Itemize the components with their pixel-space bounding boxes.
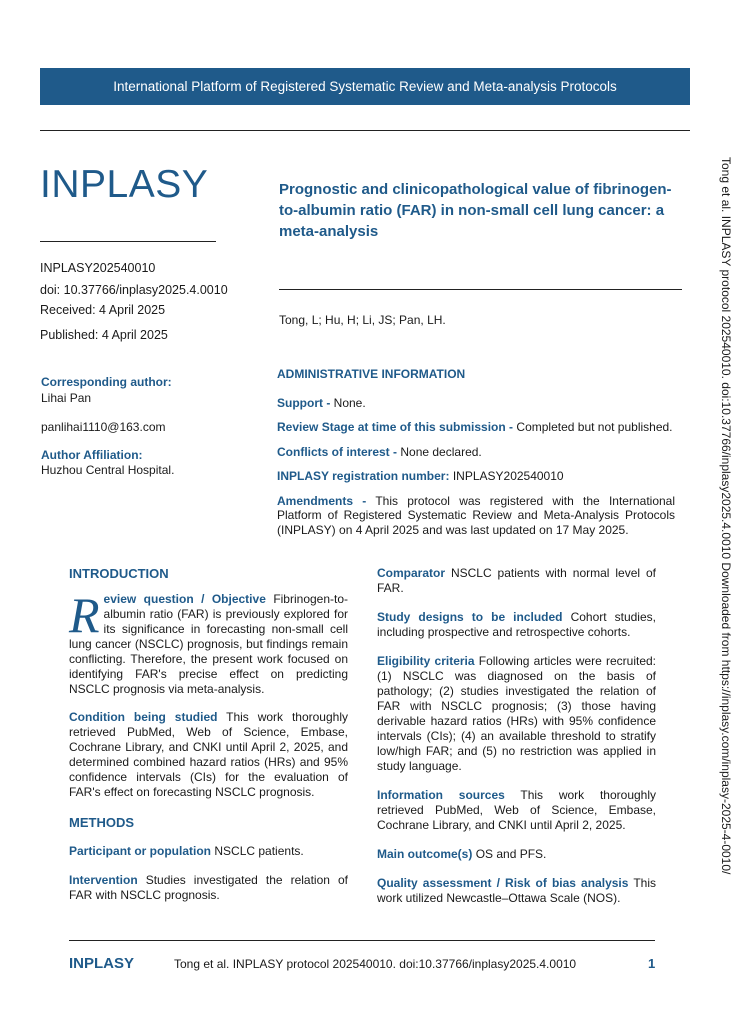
page-number: 1 <box>648 956 656 971</box>
affiliation-text: Huzhou Central Hospital. <box>41 463 175 477</box>
intervention-text: Studies investigated the relation of FAR with NSCLC prognosis. <box>69 873 348 902</box>
population-label: Participant or population <box>69 844 212 858</box>
information-sources-text: This work thoroughly retrieved PubMed, Web of Science, Embase, Cochrane Library, and CNKI until April 2, 2025. <box>377 788 657 832</box>
condition-label: Condition being studied <box>69 710 218 724</box>
protocol-id: INPLASY202540010 <box>40 261 156 275</box>
population-text: NSCLC patients. <box>214 844 304 858</box>
corresponding-author-name: Lihai Pan <box>41 391 92 405</box>
received-date: Received: 4 April 2025 <box>40 303 166 317</box>
admin-heading: ADMINISTRATIVE INFORMATION <box>277 367 466 381</box>
author-email[interactable]: panlihai1110@163.com <box>41 420 166 434</box>
condition-text: This work thoroughly retrieved PubMed, Web of Science, Embase, Cochrane Library, and CNKI until April 2, 2025, and determined combined hazard ratios (HRs) and 95% confidence intervals (CIs) for the evaluation of FAR's effect on forecasting NSCLC prognosis. <box>69 710 348 799</box>
administrative-information <box>277 367 675 547</box>
drop-cap: R <box>69 587 100 643</box>
banner-text: International Platform of Registered Systematic Review and Meta-analysis Protocols <box>113 79 617 94</box>
doi-text: doi: 10.37766/inplasy2025.4.0010 <box>40 283 228 297</box>
right-column <box>377 566 656 906</box>
journal-banner <box>40 68 690 105</box>
review-question-paragraph <box>69 587 349 697</box>
quality-assessment-text: This work utilized Newcastle–Ottawa Scale (NOS). <box>377 876 657 905</box>
footer-divider <box>69 940 655 941</box>
study-designs-paragraph <box>377 610 656 640</box>
population-paragraph <box>69 844 348 859</box>
registration-line <box>277 469 675 484</box>
amendments-value: This protocol was registered with the International Platform of Registered Systematic Review and Meta-Analysis Protocols (INPLASY) on 4 April 2025 and was last updated on 17 May 2025. <box>277 493 676 537</box>
conflicts-label: Conflicts of interest - <box>277 444 398 459</box>
author-list: Tong, L; Hu, H; Li, JS; Pan, LH. <box>279 313 446 327</box>
review-stage-label: Review Stage at time of this submission - <box>277 420 514 434</box>
main-outcomes-label: Main outcome(s) <box>377 847 473 861</box>
review-question-text: Fibrinogen-to-albumin ratio (FAR) is previously explored for its significance in forecasting non-small cell lung cancer (NSCLC) prognosis, but findings remain conflicting. Therefore, the present work focused on identifying FAR's precise effect on predicting NSCLC prognosis via meta-analysis. <box>69 592 349 696</box>
condition-paragraph <box>69 710 348 800</box>
intervention-paragraph <box>69 873 348 903</box>
top-divider <box>40 130 690 131</box>
intervention-label: Intervention <box>69 873 138 887</box>
study-designs-label: Study designs to be included <box>377 610 563 624</box>
published-date: Published: 4 April 2025 <box>40 328 168 342</box>
introduction-heading: INTRODUCTION <box>69 566 169 581</box>
information-sources-label: Information sources <box>377 788 505 802</box>
quality-assessment-label: Quality assessment / Risk of bias analysis <box>377 876 629 890</box>
registration-value: INPLASY202540010 <box>452 469 564 483</box>
methods-heading: METHODS <box>69 815 134 830</box>
affiliation-label: Author Affiliation: <box>41 448 143 462</box>
comparator-label: Comparator <box>377 566 446 580</box>
amendments-label: Amendments - <box>277 493 367 508</box>
brand-divider <box>40 241 216 242</box>
study-designs-text: Cohort studies, including prospective and retrospective cohorts. <box>377 610 656 639</box>
footer-citation: Tong et al. INPLASY protocol 202540010. doi:10.37766/inplasy2025.4.0010 <box>174 957 577 971</box>
corresponding-author-label: Corresponding author: <box>41 375 172 389</box>
main-outcomes-text: OS and PFS. <box>475 847 547 861</box>
eligibility-paragraph <box>377 654 656 774</box>
eligibility-label: Eligibility criteria <box>377 654 475 668</box>
review-question-label: eview question / Objective <box>103 592 266 606</box>
comparator-text: NSCLC patients with normal level of FAR. <box>377 566 656 595</box>
comparator-paragraph <box>377 566 656 596</box>
paper-title: Prognostic and clinicopathological value of fibrinogen-to-albumin ratio (FAR) in non-small cell lung cancer: a meta-analysis <box>279 181 672 240</box>
brand-logo: INPLASY <box>40 163 209 206</box>
conflicts-line <box>277 445 675 460</box>
support-line <box>277 396 675 411</box>
left-column <box>69 566 348 903</box>
support-label: Support - <box>277 395 331 410</box>
registration-label: INPLASY registration number: <box>277 469 450 483</box>
review-stage-value: Completed but not published. <box>516 420 673 434</box>
amendments-line <box>277 494 675 538</box>
support-value: None. <box>333 395 366 410</box>
footer-brand: INPLASY <box>69 955 135 972</box>
quality-assessment-paragraph <box>377 876 656 906</box>
conflicts-value: None declared. <box>400 444 482 459</box>
title-divider <box>279 289 682 290</box>
main-outcomes-paragraph <box>377 847 656 862</box>
vertical-download-note[interactable]: Tong et al. INPLASY protocol 202540010. doi:10.37766/inplasy2025.4.0010 Downloaded from https://inplasy.com/inplasy-2025-4-0010/ <box>719 157 733 875</box>
information-sources-paragraph <box>377 788 656 833</box>
eligibility-text: Following articles were recruited: (1) NSCLC was diagnosed on the basis of pathology; (2) studies investigated the relation of FAR with NSCLC prognosis; (3) those having derivable hazard ratios (HRs) with 95% confidence intervals (CIs); (4) an available threshold to stratify low/high FAR; and (5) no restriction was applied in study language. <box>377 654 656 773</box>
review-stage-line <box>277 420 675 435</box>
